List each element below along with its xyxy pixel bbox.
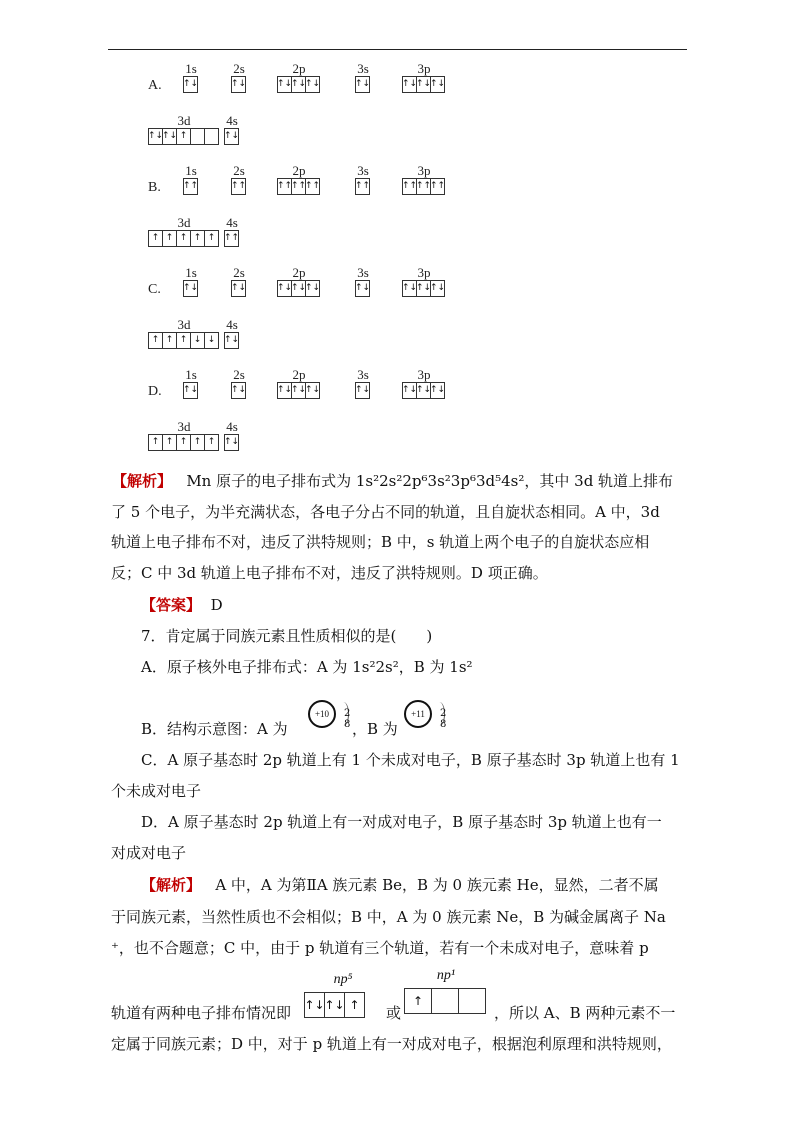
orbital-cell: ↑↑ bbox=[223, 233, 240, 243]
orbital-name: 2s bbox=[233, 367, 245, 382]
p-orbital-cell bbox=[459, 989, 485, 1013]
orbital-name: 3s bbox=[357, 163, 369, 178]
orbital-cell: ↑↓ bbox=[230, 283, 247, 293]
analysis-line-4: 反；C 中 3d 轨道上电子排布不对，违反了洪特规则。D 项正确。 bbox=[111, 564, 548, 582]
option-label: B. bbox=[148, 180, 161, 195]
orbital-cell: ↑↓ bbox=[230, 385, 247, 395]
orbital-cell: ↑ bbox=[163, 231, 177, 246]
orbital-3d bbox=[148, 216, 220, 248]
option-label: D. bbox=[148, 384, 162, 399]
orbital-cell: ↑↓ bbox=[182, 283, 199, 293]
orbital-boxes bbox=[277, 76, 320, 93]
orbital-name: 2s bbox=[233, 61, 245, 76]
orbital-name: 1s bbox=[185, 367, 197, 382]
orbital-boxes bbox=[355, 280, 370, 297]
orbital-cell: ↑↓ bbox=[304, 385, 321, 395]
orbital-cell: ↑↑ bbox=[429, 181, 446, 191]
orbital-name: 3p bbox=[417, 61, 431, 76]
p-orbital-head: np⁵ bbox=[333, 972, 353, 987]
orbital-1s bbox=[183, 368, 199, 400]
option-d-2: 对成对电子 bbox=[111, 844, 187, 862]
orbital-cell: ↓ bbox=[191, 333, 205, 348]
orbital-3p bbox=[402, 62, 446, 94]
orbital-cell: ↑ bbox=[149, 435, 163, 450]
orbital-cell: ↑↓ bbox=[429, 79, 446, 89]
orbital-boxes bbox=[183, 178, 198, 195]
orbital-cell: ↑↓ bbox=[304, 283, 321, 293]
orbital-name: 4s bbox=[226, 215, 238, 230]
orbital-name: 4s bbox=[226, 317, 238, 332]
orbital-boxes bbox=[148, 332, 219, 349]
orbital-boxes bbox=[355, 76, 370, 93]
orbital-cell: ↑↓ bbox=[223, 437, 240, 447]
orbital-3s bbox=[355, 62, 371, 94]
orbital-cell: ↑ bbox=[149, 333, 163, 348]
orbital-1s bbox=[183, 266, 199, 298]
answer-tag: 【答案】 bbox=[141, 596, 202, 614]
orbital-cell: ↑↓ bbox=[278, 383, 292, 398]
p-orbital-cell: ↑ bbox=[405, 989, 432, 1013]
orbital-cell: ↑ bbox=[177, 333, 191, 348]
analysis-tag: 【解析】 bbox=[112, 472, 173, 490]
orbital-cell: ↑↓ bbox=[230, 79, 247, 89]
p-orbital-boxes bbox=[404, 988, 486, 1014]
p-orbital-head: np¹ bbox=[436, 968, 456, 983]
orbital-2s bbox=[231, 62, 247, 94]
p-orbital-cell bbox=[432, 989, 459, 1013]
orbital-name: 3d bbox=[177, 419, 191, 434]
orbital-boxes bbox=[183, 382, 198, 399]
orbital-name: 3p bbox=[417, 163, 431, 178]
orbital-cell bbox=[191, 129, 205, 144]
orbital-cell: ↑↑ bbox=[354, 181, 371, 191]
p-orbital-cell: ↑↓ bbox=[325, 993, 345, 1017]
orbital-4s bbox=[224, 216, 240, 248]
analysis2-line-2: 于同族元素，当然性质也不会相似；B 中，A 为 0 族元素 Ne，B 为碱金属离子 Na bbox=[111, 908, 666, 926]
orbital-cell: ↑↑ bbox=[230, 181, 247, 191]
option-label: A. bbox=[148, 78, 162, 93]
analysis2-line-4a: 轨道有两种电子排布情况即 bbox=[111, 1004, 292, 1022]
orbital-boxes bbox=[224, 332, 239, 349]
orbital-boxes bbox=[148, 128, 219, 145]
p-orbital-np5 bbox=[304, 972, 382, 1022]
orbital-cell: ↑ bbox=[149, 231, 163, 246]
analysis-line-2: 了 5 个电子，为半充满状态，各电子分占不同的轨道，且自旋状态相同。A 中，3d bbox=[111, 503, 660, 521]
orbital-3d bbox=[148, 420, 220, 452]
orbital-name: 3d bbox=[177, 215, 191, 230]
orbital-3p bbox=[402, 164, 446, 196]
orbital-cell: ↑↓ bbox=[429, 283, 446, 293]
header-rule bbox=[108, 49, 687, 50]
orbital-name: 2p bbox=[292, 265, 306, 280]
orbital-boxes bbox=[277, 280, 320, 297]
orbital-cell: ↑ bbox=[163, 435, 177, 450]
orbital-2p bbox=[277, 62, 321, 94]
orbital-boxes bbox=[277, 382, 320, 399]
orbital-boxes bbox=[183, 76, 198, 93]
orbital-name: 2p bbox=[292, 61, 306, 76]
orbital-cell: ↑↓ bbox=[223, 335, 240, 345]
option-c-1: C．A 原子基态时 2p 轨道上有 1 个未成对电子，B 原子基态时 3p 轨道上也有 1 bbox=[141, 751, 680, 769]
orbital-name: 3d bbox=[177, 317, 191, 332]
orbital-cell: ↑↓ bbox=[163, 129, 177, 144]
orbital-1s bbox=[183, 62, 199, 94]
orbital-cell: ↑↓ bbox=[278, 77, 292, 92]
orbital-4s bbox=[224, 318, 240, 350]
orbital-boxes bbox=[355, 178, 370, 195]
orbital-name: 1s bbox=[185, 265, 197, 280]
orbital-cell: ↑ bbox=[207, 233, 216, 243]
orbital-boxes bbox=[224, 230, 239, 247]
orbital-cell: ↑ bbox=[177, 129, 191, 144]
orbital-3s bbox=[355, 164, 371, 196]
orbital-boxes bbox=[402, 178, 445, 195]
orbital-cell: ↑ bbox=[177, 435, 191, 450]
option-a: A．原子核外电子排布式：A 为 1s²2s²，B 为 1s² bbox=[141, 658, 473, 676]
orbital-3p bbox=[402, 368, 446, 400]
orbital-cell: ↑↑ bbox=[278, 179, 292, 194]
orbital-boxes bbox=[277, 178, 320, 195]
orbital-2p bbox=[277, 368, 321, 400]
orbital-name: 3s bbox=[357, 367, 369, 382]
analysis2-line-4b: 或 bbox=[386, 1004, 402, 1022]
orbital-name: 3d bbox=[177, 113, 191, 128]
orbital-3s bbox=[355, 368, 371, 400]
orbital-4s bbox=[224, 114, 240, 146]
orbital-cell: ↑↓ bbox=[354, 283, 371, 293]
orbital-cell: ↑↓ bbox=[304, 79, 321, 89]
orbital-cell: ↑↓ bbox=[403, 281, 417, 296]
orbital-boxes bbox=[402, 382, 445, 399]
orbital-3d bbox=[148, 114, 220, 146]
orbital-name: 3s bbox=[357, 61, 369, 76]
orbital-name: 2s bbox=[233, 265, 245, 280]
option-d-1: D．A 原子基态时 2p 轨道上有一对成对电子，B 原子基态时 3p 轨道上也有一 bbox=[141, 813, 662, 831]
orbital-boxes bbox=[224, 128, 239, 145]
orbital-1s bbox=[183, 164, 199, 196]
orbital-cell: ↑↓ bbox=[278, 281, 292, 296]
orbital-4s bbox=[224, 420, 240, 452]
orbital-name: 4s bbox=[226, 113, 238, 128]
answer-line: 【答案】 D bbox=[141, 596, 223, 614]
option-b-label: B．结构示意图：A 为 bbox=[141, 720, 288, 738]
orbital-cell: ↑ bbox=[207, 437, 216, 447]
orbital-cell: ↑↓ bbox=[429, 385, 446, 395]
orbital-boxes bbox=[231, 76, 246, 93]
orbital-cell: ↑↑ bbox=[304, 181, 321, 191]
orbital-cell: ↑↓ bbox=[354, 385, 371, 395]
orbital-name: 3s bbox=[357, 265, 369, 280]
orbital-cell: ↑ bbox=[163, 333, 177, 348]
option-label: C. bbox=[148, 282, 161, 297]
orbital-boxes bbox=[148, 434, 219, 451]
orbital-2s bbox=[231, 164, 247, 196]
orbital-cell: ↑↓ bbox=[403, 383, 417, 398]
analysis-tag-2: 【解析】 bbox=[141, 876, 202, 894]
orbital-cell: ↑↑ bbox=[403, 179, 417, 194]
orbital-3p bbox=[402, 266, 446, 298]
orbital-cell: ↑↓ bbox=[223, 131, 240, 141]
orbital-boxes bbox=[224, 434, 239, 451]
orbital-cell: ↑↓ bbox=[292, 383, 306, 398]
orbital-cell: ↑↓ bbox=[417, 77, 431, 92]
orbital-cell: ↑↓ bbox=[292, 281, 306, 296]
orbital-2s bbox=[231, 266, 247, 298]
orbital-boxes bbox=[402, 280, 445, 297]
orbital-name: 1s bbox=[185, 61, 197, 76]
orbital-cell: ↑↑ bbox=[292, 179, 306, 194]
orbital-cell: ↑↑ bbox=[182, 181, 199, 191]
option-b-mid: ，B 为 bbox=[352, 720, 398, 738]
orbital-name: 1s bbox=[185, 163, 197, 178]
orbital-boxes bbox=[402, 76, 445, 93]
question-7: 7．肯定属于同族元素且性质相似的是( ) bbox=[141, 627, 433, 645]
orbital-name: 2p bbox=[292, 163, 306, 178]
analysis2-line-4c: ，所以 A、B 两种元素不一 bbox=[494, 1004, 676, 1022]
orbital-cell: ↑↑ bbox=[417, 179, 431, 194]
orbital-cell: ↑↓ bbox=[149, 129, 163, 144]
orbital-boxes bbox=[148, 230, 219, 247]
analysis2-line-3: ⁺，也不合题意；C 中，由于 p 轨道有三个轨道，若有一个未成对电子，意味着 p bbox=[111, 939, 649, 957]
orbital-name: 4s bbox=[226, 419, 238, 434]
p-orbital-cell: ↑ bbox=[349, 998, 360, 1012]
orbital-cell: ↑ bbox=[177, 231, 191, 246]
p-orbital-np1 bbox=[404, 968, 488, 1018]
orbital-name: 2s bbox=[233, 163, 245, 178]
orbital-boxes bbox=[231, 382, 246, 399]
orbital-boxes bbox=[183, 280, 198, 297]
orbital-boxes bbox=[231, 280, 246, 297]
orbital-2p bbox=[277, 164, 321, 196]
orbital-name: 3p bbox=[417, 367, 431, 382]
orbital-name: 2p bbox=[292, 367, 306, 382]
orbital-cell bbox=[205, 129, 218, 144]
p-orbital-cell: ↑↓ bbox=[305, 993, 325, 1017]
orbital-cell: ↑↓ bbox=[354, 79, 371, 89]
orbital-cell: ↓ bbox=[207, 335, 216, 345]
orbital-cell: ↑↓ bbox=[182, 385, 199, 395]
orbital-3d bbox=[148, 318, 220, 350]
p-orbital-boxes bbox=[304, 992, 365, 1018]
orbital-cell: ↑↓ bbox=[417, 383, 431, 398]
orbital-boxes bbox=[355, 382, 370, 399]
analysis-line-3: 轨道上电子排布不对，违反了洪特规则；B 中，s 轨道上两个电子的自旋状态应相 bbox=[111, 533, 650, 551]
orbital-cell: ↑↓ bbox=[403, 77, 417, 92]
orbital-boxes bbox=[231, 178, 246, 195]
orbital-cell: ↑↓ bbox=[182, 79, 199, 89]
orbital-2s bbox=[231, 368, 247, 400]
orbital-2p bbox=[277, 266, 321, 298]
orbital-cell: ↑↓ bbox=[417, 281, 431, 296]
orbital-cell: ↑ bbox=[191, 231, 205, 246]
orbital-name: 3p bbox=[417, 265, 431, 280]
orbital-cell: ↑↓ bbox=[292, 77, 306, 92]
analysis2-line-1: 【解析】 A 中，A 为第ⅡA 族元素 Be，B 为 0 族元素 He，显然，二者不属 bbox=[141, 876, 659, 894]
analysis2-line-5: 定属于同族元素；D 中，对于 p 轨道上有一对成对电子，根据泡利原理和洪特规则， bbox=[111, 1035, 672, 1053]
orbital-3s bbox=[355, 266, 371, 298]
option-c-2: 个未成对电子 bbox=[111, 782, 202, 800]
analysis-line-1: 【解析】 Mn 原子的电子排布式为 1s²2s²2p⁶3s²3p⁶3d⁵4s²，其中 3d 轨道上排布 bbox=[112, 472, 674, 490]
orbital-cell: ↑ bbox=[191, 435, 205, 450]
